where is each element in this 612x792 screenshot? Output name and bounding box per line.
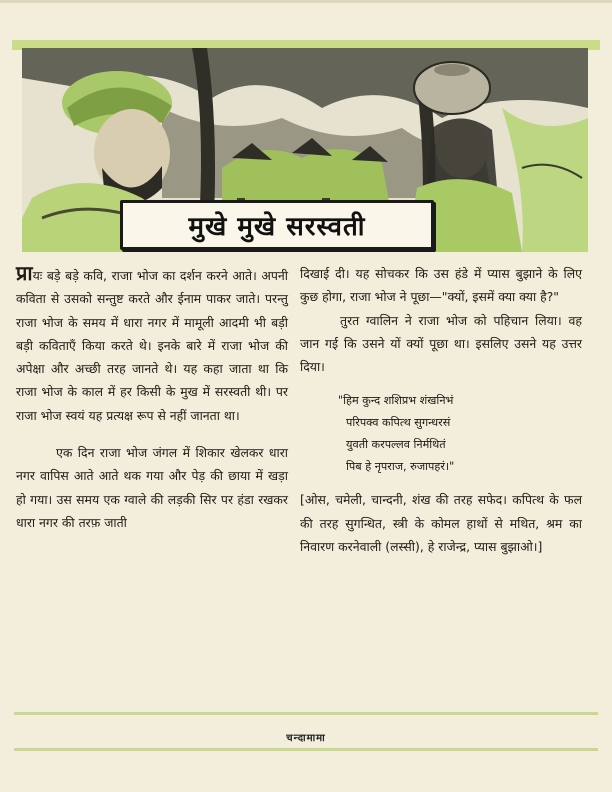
verse-line-2: परिपक्व कपित्थ सुगन्धरसं bbox=[346, 416, 451, 430]
left-paragraph-1-text: यः बड़े बड़े कवि, राजा भोज का दर्शन करने आते। अपनी कविता से उसको सन्तुष्ट करते और ईनाम पाकर जाते। परन्तु राजा भोज के समय में धारा नगर में मामूली आदमी भी बड़ी बड़ी कविताएँ किया करते थे। इनके बारे में राजा भोज की अपेक्षा और अच्छी तरह जानते थे। यह कहा जाता था कि राजा भोज के काल में हर किसी के मुख में सरस्वती थी। पर राजा भोज स्वयं यह प्रत्यक्ष रूप से नहीं जानता था। bbox=[16, 268, 288, 423]
right-paragraph-1: दिखाई दी। यह सोचकर कि उस हंडे में प्यास बुझाने के लिए कुछ होगा, राजा भोज ने पूछा—"क्यों, इसमें क्या क्या है?" bbox=[300, 266, 582, 305]
verse-line-1: "हिम कुन्द शशिप्रभ शंखनिभं bbox=[338, 394, 454, 408]
left-paragraph-1 bbox=[16, 262, 288, 427]
footer-rule-top bbox=[14, 712, 598, 715]
right-paragraph-3: [ओस, चमेली, चान्दनी, शंख की तरह सफेद। कपित्थ के फल की तरह सुगन्धित, स्त्री के कोमल हाथों से मथित, श्रम का निवारण करनेवाली (लस्सी), हे राजेन्द्र, प्यास बुझाओ।] bbox=[300, 492, 582, 555]
verse-line-3: युवती करपल्लव निर्मथितं bbox=[346, 438, 446, 452]
verse-line-4: पिब हे नृपराज, रुजापहरं।" bbox=[346, 460, 455, 474]
left-paragraph-2: एक दिन राजा भोज जंगल में शिकार खेलकर धारा नगर वापिस आते आते थक गया और पेड़ की छाया में खड़ा हो गया। उस समय एक ग्वाले की लड़की सिर पर हंडा रखकर धारा नगर की तरफ़ जाती bbox=[16, 445, 288, 530]
drop-cap: प्रा bbox=[16, 261, 33, 285]
story-title-box bbox=[120, 200, 434, 250]
right-column bbox=[300, 262, 582, 558]
footer-rule-bottom bbox=[14, 748, 598, 751]
page-top-edge bbox=[0, 0, 612, 3]
footer-label: चन्दामामा bbox=[286, 733, 326, 744]
story-title: मुखे मुखे सरस्वती bbox=[188, 212, 366, 242]
right-paragraph-2: तुरत ग्वालिन ने राजा भोज को पहिचान लिया। वह जान गई कि उसने यों क्यों पूछा था। इसलिए उसने यह उत्तर दिया। bbox=[300, 312, 582, 375]
left-column bbox=[16, 262, 288, 534]
verse-block bbox=[338, 390, 582, 478]
